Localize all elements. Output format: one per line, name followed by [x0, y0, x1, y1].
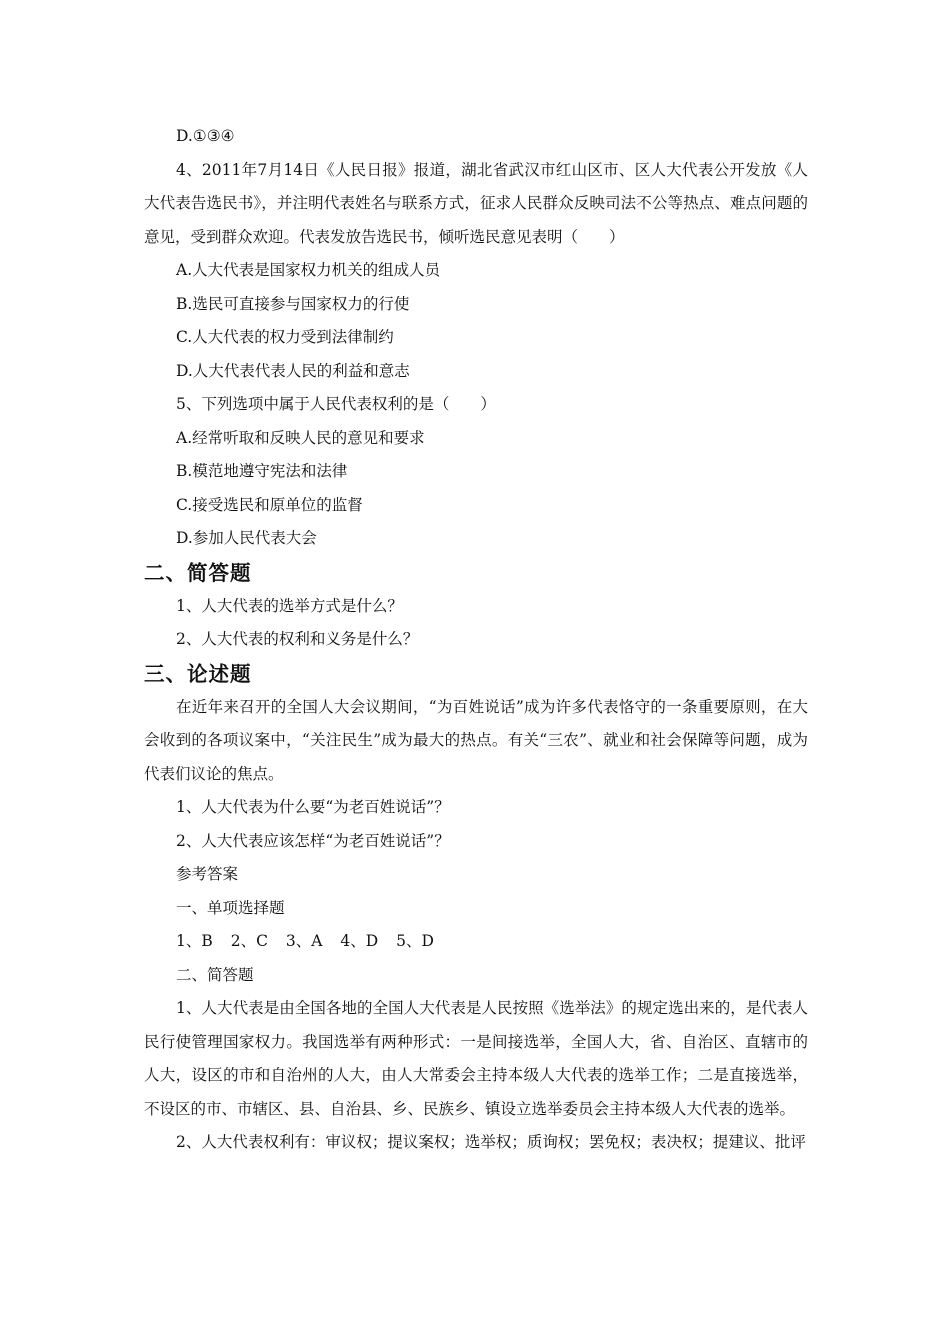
q4-option-b: B.选民可直接参与国家权力的行使: [176, 294, 410, 313]
short-answer-question-1: 1、人大代表的选举方式是什么？: [176, 596, 403, 615]
mc-answer-4: 4、D: [340, 932, 379, 950]
mc-answer-3: 3、A: [285, 932, 323, 950]
q5-option-c: C.接受选民和原单位的监督: [176, 495, 363, 514]
q4-stem: 4、2011年7月14日《人民日报》报道，湖北省武汉市红山区市、区人大代表公开发放《人大代表告选民书》，并注明代表姓名与联系方式，征求人民群众反映司法不公等热点、难点问题的意见，受到群众欢迎。代表发放告选民书，倾听选民意见表明（ ）: [144, 160, 808, 246]
reference-title: 参考答案: [176, 865, 239, 883]
essay-passage: 在近年来召开的全国人大会议期间，“为百姓说话”成为许多代表恪守的一条重要原则，在大会收到的各项议案中，“关注民生”成为最大的热点。有关“三农”、就业和社会保障等问题，成为代表们议论的焦点。: [144, 697, 808, 783]
mc-answer-2: 2、C: [230, 932, 268, 950]
reference-section-1-title: 一、单项选择题: [176, 898, 285, 917]
q5-option-a: A.经常听取和反映人民的意见和要求: [176, 428, 425, 447]
short-answer-2-text: 2、人大代表权利有：审议权；提议案权；选举权；质询权；罢免权；表决权；提建议、批评: [176, 1133, 806, 1151]
short-answer-heading: 二、简答题: [144, 560, 252, 585]
q4-option-a: A.人大代表是国家权力机关的组成人员: [176, 261, 441, 279]
q5-option-b: B.模范地遵守宪法和法律: [176, 462, 348, 480]
q5-option-d: D.参加人民代表大会: [176, 529, 317, 547]
mc-answer-1: 1、B: [176, 932, 213, 950]
essay-question-1: 1、人大代表为什么要“为老百姓说话”？: [176, 798, 450, 816]
essay-heading: 三、论述题: [144, 661, 252, 686]
reference-section-2-title: 二、简答题: [176, 965, 254, 984]
q3-option-d: D.①③④: [176, 127, 235, 145]
q5-stem: 5、下列选项中属于人民代表权利的是（ ）: [176, 395, 496, 413]
page-content: [144, 120, 808, 1160]
q4-option-c: C.人大代表的权力受到法律制约: [176, 328, 394, 346]
mc-answer-5: 5、D: [396, 932, 434, 950]
short-answer-question-2: 2、人大代表的权利和义务是什么？: [176, 630, 419, 648]
mc-answer-list: [144, 925, 808, 959]
essay-question-2: 2、人大代表应该怎样“为老百姓说话”？: [176, 831, 450, 850]
short-answer-1-text: 1、人大代表是由全国各地的全国人大代表是人民按照《选举法》的规定选出来的，是代表人民行使管理国家权力。我国选举有两种形式：一是间接选举，全国人大，省、自治区、直辖市的人大，设区的市和自治州的人大，由人大常委会主持本级人大代表的选举工作；二是直接选举，不设区的市、市辖区、县、自治县、乡、民族乡、镇设立选举委员会主持本级人大代表的选举。: [144, 999, 808, 1118]
q4-option-d: D.人大代表代表人民的利益和意志: [176, 361, 410, 380]
